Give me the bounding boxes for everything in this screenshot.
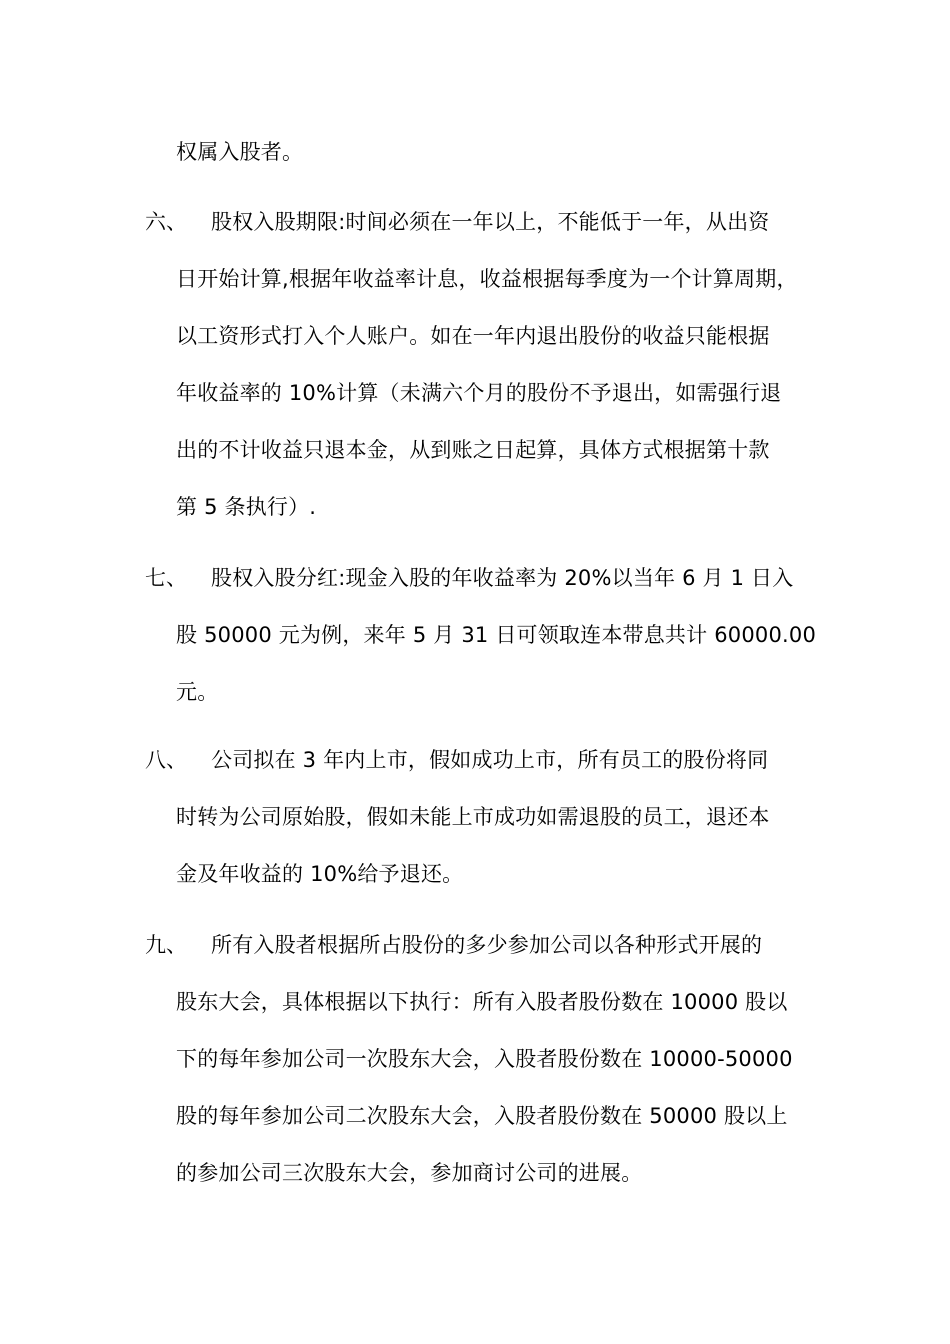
section-line: 第 5 条执行）. xyxy=(176,495,317,519)
section-line: 股东大会，具体根据以下执行：所有入股者股份数在 10000 股以 xyxy=(176,990,788,1014)
section-number: 九、 xyxy=(145,933,187,957)
section-number: 六、 xyxy=(145,210,187,234)
section-line: 出的不计收益只退本金，从到账之日起算，具体方式根据第十款 xyxy=(176,438,770,462)
section-line: 金及年收益的 10%给予退还。 xyxy=(176,862,464,886)
section-line: 公司拟在 3 年内上市，假如成功上市，所有员工的股份将同 xyxy=(211,748,769,772)
section-line: 所有入股者根据所占股份的多少参加公司以各种形式开展的 xyxy=(211,933,763,957)
section-line: 下的每年参加公司一次股东大会，入股者股份数在 10000-50000 xyxy=(176,1047,793,1071)
continuation-line: 权属入股者。 xyxy=(176,140,304,164)
section-line: 时转为公司原始股，假如未能上市成功如需退股的员工，退还本 xyxy=(176,805,770,829)
section-line: 的参加公司三次股东大会，参加商讨公司的进展。 xyxy=(176,1161,643,1185)
section-line: 股权入股分红:现金入股的年收益率为 20%以当年 6 月 1 日入 xyxy=(211,566,794,590)
section-line: 以工资形式打入个人账户。如在一年内退出股份的收益只能根据 xyxy=(176,324,770,348)
section-line: 股 50000 元为例，来年 5 月 31 日可领取连本带息共计 60000.00 xyxy=(176,623,817,647)
section-line: 股权入股期限:时间必须在一年以上，不能低于一年，从出资 xyxy=(211,210,770,234)
section-line: 元。 xyxy=(176,680,219,704)
section-number: 八、 xyxy=(145,748,187,772)
section-number: 七、 xyxy=(145,566,187,590)
section-line: 年收益率的 10%计算（未满六个月的股份不予退出，如需强行退 xyxy=(176,381,782,405)
section-line: 股的每年参加公司二次股东大会，入股者股份数在 50000 股以上 xyxy=(176,1104,788,1128)
section-line: 日开始计算,根据年收益率计息，收益根据每季度为一个计算周期， xyxy=(176,267,798,291)
